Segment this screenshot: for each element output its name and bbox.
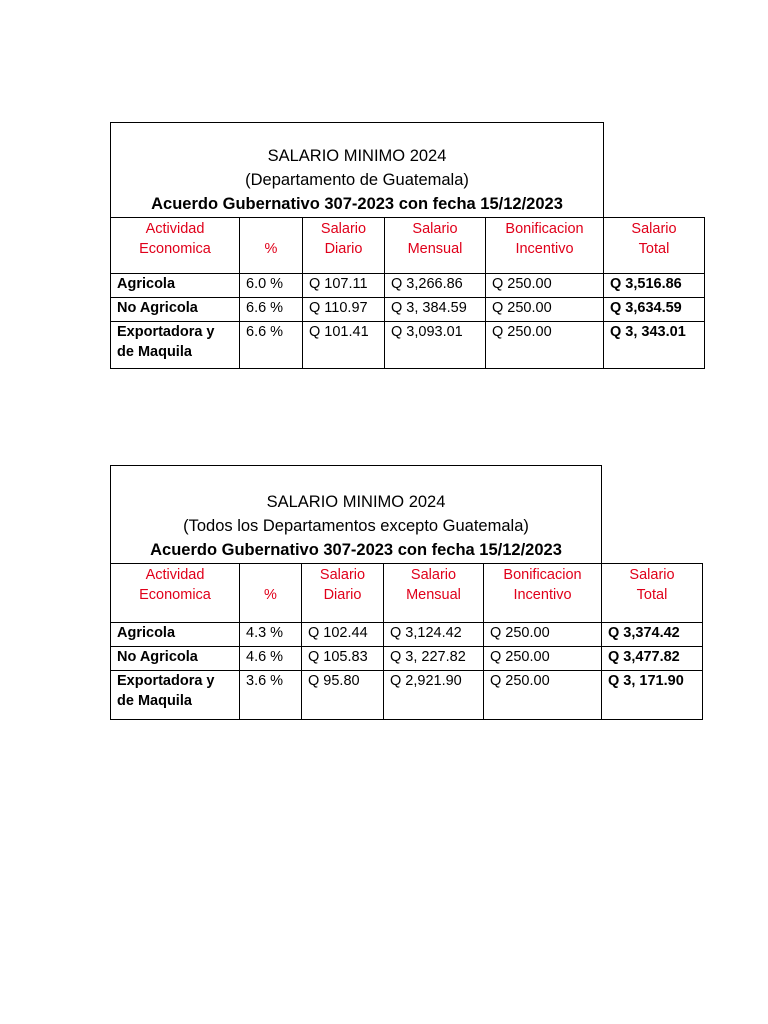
table-1-subtitle: (Departamento de Guatemala)	[245, 171, 469, 189]
cell-activity: Agricola	[111, 623, 240, 647]
table-row	[111, 298, 705, 322]
table-row	[111, 322, 705, 369]
cell-daily: Q 110.97	[303, 298, 385, 322]
cell-bonus: Q 250.00	[484, 671, 602, 720]
cell-daily: Q 105.83	[302, 647, 384, 671]
cell-total: Q 3,634.59	[604, 298, 705, 322]
cell-total: Q 3,374.42	[602, 623, 703, 647]
table-2-title: SALARIO MINIMO 2024	[266, 493, 446, 511]
cell-activity: Agricola	[111, 274, 240, 298]
cell-monthly: Q 3,093.01	[385, 322, 486, 369]
cell-monthly: Q 3, 384.59	[385, 298, 486, 322]
cell-daily: Q 102.44	[302, 623, 384, 647]
cell-percent: 4.6 %	[240, 647, 302, 671]
cell-monthly: Q 3,266.86	[385, 274, 486, 298]
table-2-title-box	[110, 465, 602, 564]
table-2-subtitle: (Todos los Departamentos excepto Guatemala)	[183, 517, 529, 535]
header-activity: Actividad Economica	[111, 564, 240, 623]
table-row	[111, 623, 703, 647]
cell-monthly: Q 2,921.90	[384, 671, 484, 720]
table-1-header-row	[111, 218, 705, 274]
cell-percent: 6.6 %	[240, 322, 303, 369]
table-2-agreement: Acuerdo Gubernativo 307-2023 con fecha 15/12/2023	[150, 541, 562, 559]
cell-bonus: Q 250.00	[486, 298, 604, 322]
cell-total: Q 3,477.82	[602, 647, 703, 671]
header-total: Salario Total	[604, 218, 705, 274]
header-percent: %	[240, 564, 302, 623]
header-bonus: Bonificacion Incentivo	[484, 564, 602, 623]
table-2-wage-table	[110, 563, 703, 720]
cell-daily: Q 95.80	[302, 671, 384, 720]
cell-total: Q 3, 343.01	[604, 322, 705, 369]
header-monthly: Salario Mensual	[384, 564, 484, 623]
header-monthly: Salario Mensual	[385, 218, 486, 274]
cell-monthly: Q 3, 227.82	[384, 647, 484, 671]
cell-percent: 3.6 %	[240, 671, 302, 720]
header-daily: Salario Diario	[302, 564, 384, 623]
cell-percent: 6.6 %	[240, 298, 303, 322]
cell-percent: 6.0 %	[240, 274, 303, 298]
header-bonus: Bonificacion Incentivo	[486, 218, 604, 274]
cell-activity: No Agricola	[111, 647, 240, 671]
cell-daily: Q 101.41	[303, 322, 385, 369]
cell-bonus: Q 250.00	[484, 623, 602, 647]
cell-activity: Exportadora y de Maquila	[111, 671, 240, 720]
table-1-wage-table	[110, 217, 705, 369]
header-daily: Salario Diario	[303, 218, 385, 274]
header-activity: Actividad Economica	[111, 218, 240, 274]
cell-bonus: Q 250.00	[486, 274, 604, 298]
table-1-title-box	[110, 122, 604, 218]
cell-monthly: Q 3,124.42	[384, 623, 484, 647]
table-1-agreement: Acuerdo Gubernativo 307-2023 con fecha 15/12/2023	[151, 195, 563, 213]
cell-daily: Q 107.11	[303, 274, 385, 298]
cell-total: Q 3, 171.90	[602, 671, 703, 720]
table-row	[111, 671, 703, 720]
table-row	[111, 274, 705, 298]
header-percent: %	[240, 218, 303, 274]
cell-bonus: Q 250.00	[486, 322, 604, 369]
cell-percent: 4.3 %	[240, 623, 302, 647]
table-2-header-row	[111, 564, 703, 623]
cell-activity: No Agricola	[111, 298, 240, 322]
table-1-title: SALARIO MINIMO 2024	[267, 147, 447, 165]
header-total: Salario Total	[602, 564, 703, 623]
cell-activity: Exportadora y de Maquila	[111, 322, 240, 369]
table-row	[111, 647, 703, 671]
cell-bonus: Q 250.00	[484, 647, 602, 671]
cell-total: Q 3,516.86	[604, 274, 705, 298]
